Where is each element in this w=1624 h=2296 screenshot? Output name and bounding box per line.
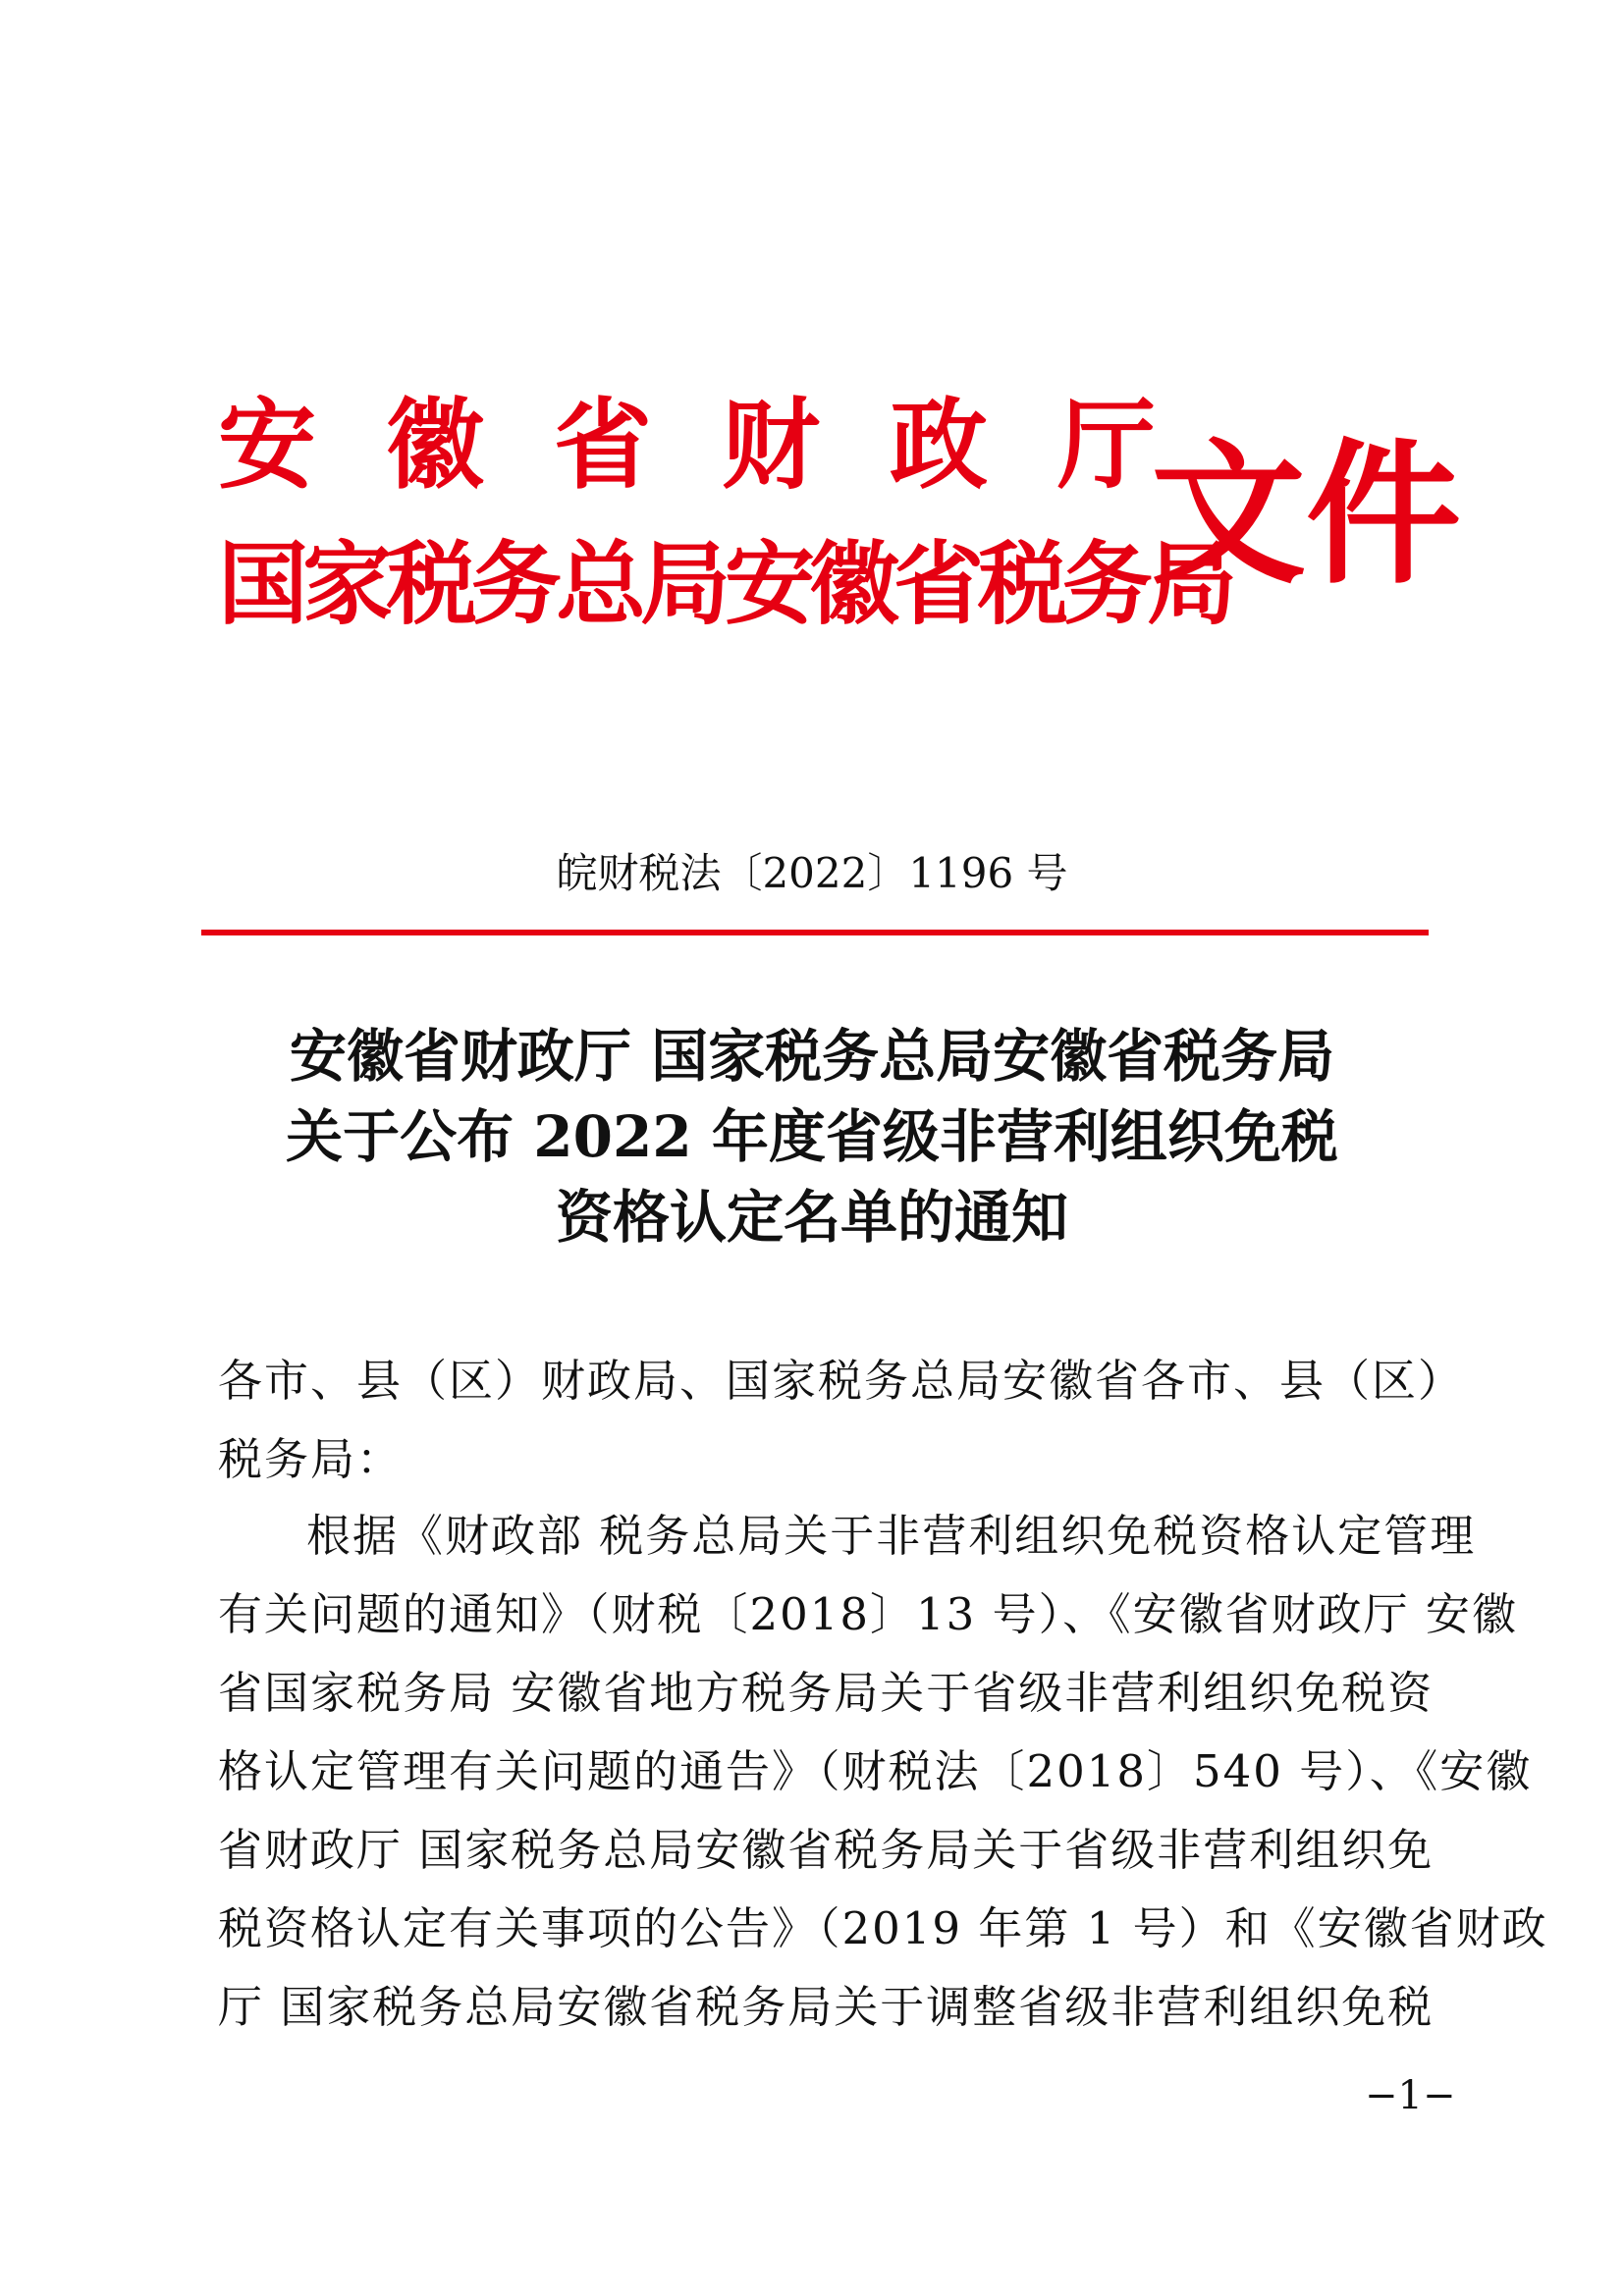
body-line: 省国家税务局 安徽省地方税务局关于省级非营利组织免税资 <box>218 1667 1435 1719</box>
letterhead-char: 厅 <box>1057 387 1156 503</box>
body-line: 厅 国家税务总局安徽省税务局关于调整省级非营利组织免税 <box>218 1981 1435 2033</box>
body-paragraph <box>218 1497 1548 2047</box>
letterhead-suffix: 文件 <box>1151 424 1461 606</box>
letterhead-char: 安 <box>218 387 316 503</box>
red-divider <box>201 930 1429 935</box>
body-line: 省财政厅 国家税务总局安徽省税务局关于省级非营利组织免 <box>218 1824 1435 1876</box>
letterhead-char: 财 <box>722 387 820 503</box>
body-line: 根据《财政部 税务总局关于非营利组织免税资格认定管理 <box>306 1510 1477 1562</box>
letterhead-char: 徽 <box>386 387 484 503</box>
letterhead-char: 省 <box>554 387 652 503</box>
body-line: 税资格认定有关事项的公告》（2019 年第 1 号）和《安徽省财政 <box>218 1902 1548 1954</box>
body-line: 格认定管理有关问题的通告》（财税法〔2018〕540 号）、《安徽 <box>218 1745 1533 1797</box>
addressee-line: 税务局： <box>218 1433 404 1485</box>
title-line: 安徽省财政厅 国家税务总局安徽省税务局 <box>289 1023 1335 1090</box>
title-line: 关于公布 2022 年度省级非营利组织免税 <box>286 1103 1338 1170</box>
document-title <box>0 1016 1624 1257</box>
body-line: 有关问题的通知》（财税〔2018〕13 号）、《安徽省财政厅 安徽 <box>218 1588 1518 1640</box>
letterhead-line2: 国家税务总局安徽省税务局 <box>218 531 1232 637</box>
page-number: −1− <box>1365 2073 1456 2118</box>
document-number: 皖财税法〔2022〕1196 号 <box>556 849 1068 897</box>
letterhead-char: 政 <box>890 387 988 503</box>
addressee-line: 各市、县（区）财政局、国家税务总局安徽省各市、县（区） <box>218 1355 1465 1407</box>
letterhead-line1 <box>218 387 1156 503</box>
title-line: 资格认定名单的通知 <box>555 1184 1068 1251</box>
addressee <box>218 1342 1465 1499</box>
